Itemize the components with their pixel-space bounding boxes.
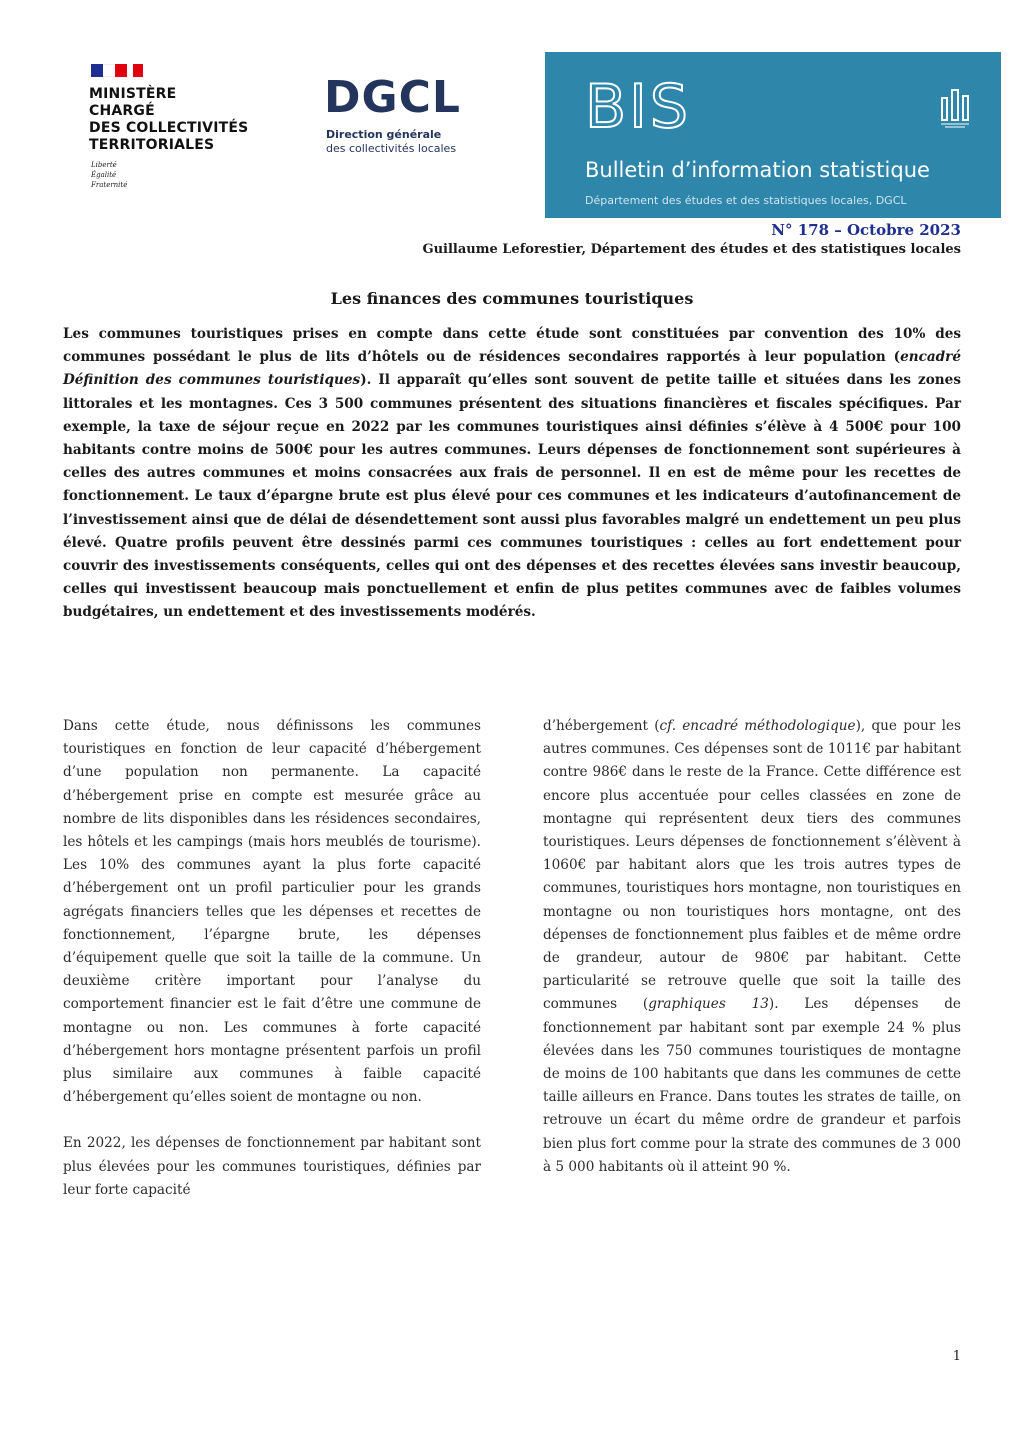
left-paragraph: Dans cette étude, nous définissons les communes touristiques en fonction de leur capacité d’hébergement d’une population non permanente. La capacité d’hébergement prise en compte est mesurée grâce au nombre de lits disponibles dans les résidences secondaires, les hôtels et les campings (mais hors meublés de tourisme). Les 10% des communes ayant la plus forte capacité d’hébergement ont un profil particulier pour les grands agrégats financiers telles que les dépenses et recettes de fonctionnement, l’épargne brute, les dépenses d’équipement quelle que soit la taille de la commune. Un deuxième critère important pour l’analyse du comportement financier est le fait d’être une commune de montagne ou non. Les communes à forte capacité d’hébergement hors montagne présentent parfois un profil plus similaire aux communes à faible capacité d’hébergement qu’elles soient de montagne ou non.: [63, 718, 481, 1106]
right-paragraph: [543, 715, 961, 1179]
page-header: [0, 0, 1024, 270]
bis-department: Département des études et des statistiques locales, DGCL: [585, 194, 907, 207]
marianne-flag-icon: [91, 64, 143, 77]
right-text: d’hébergement (: [543, 718, 660, 734]
author-line: Guillaume Leforestier, Département des études et des statistiques locales: [422, 242, 961, 257]
right-italic: graphiques 13: [648, 996, 769, 1013]
building-icon: [939, 84, 971, 128]
dgcl-logo: DGCL: [324, 72, 461, 123]
page-number: 1: [952, 1349, 961, 1364]
abstract-text: ). Il apparaît qu’elles sont souvent de petite taille et situées dans les zones littorales et les montagnes. Ces 3 500 communes présentent des situations financières et fiscales spécifiques. Par exemple, la taxe de séjour reçue en 2022 par les communes touristiques ainsi définies s’élève à 4 500€ pour 100 habitants contre moins de 500€ pour les autres communes. Leurs dépenses de fonctionnement sont supérieures à celles des autres communes et moins consacrées aux frais de personnel. Il en est de même pour les recettes de fonctionnement. Le taux d’épargne brute est plus élevé pour ces communes et les indicateurs d’autofinancement de l’investissement ainsi que de délai de désendettement sont aussi plus favorables malgré un endettement un peu plus élevé. Quatre profils peuvent être dessinés parmi ces communes touristiques : celles au fort endettement pour couvrir des investissements conséquents, celles qui ont des dépenses et des recettes élevées sans investir beaucoup, celles qui investissent beaucoup mais ponctuellement et enfin de plus petites communes avec de faibles volumes budgétaires, un endettement et des investissements modérés.: [63, 372, 961, 621]
abstract-italic: encadré Définition des communes touristiques: [63, 349, 961, 389]
left-paragraph: En 2022, les dépenses de fonctionnement par habitant sont plus élevées pour les communes touristiques, définies par leur forte capacité: [63, 1135, 481, 1198]
motto-line: Liberté: [91, 161, 117, 169]
right-column: [543, 715, 961, 1179]
dgcl-subtitle: [326, 128, 456, 156]
dgcl-sub-line: Direction générale: [326, 128, 442, 141]
bis-subtitle: Bulletin d’information statistique: [585, 158, 930, 182]
right-italic: cf. encadré méthodologique: [659, 718, 856, 734]
ministry-line: CHARGÉ: [89, 103, 155, 119]
right-text: ). Les dépenses de fonctionnement par habitant sont par exemple 24 % plus élevées dans les 750 communes touristiques de montagne de moins de 100 habitants que dans les communes de cette taille ailleurs en France. Dans toutes les strates de taille, on retrouve un écart du même ordre de grandeur et parfois bien plus fort comme pour la strate des communes de 3 000 à 5 000 habitants où il atteint 90 %.: [543, 996, 961, 1175]
ministry-line: MINISTÈRE: [89, 86, 177, 102]
right-text: ), que pour les autres communes. Ces dépenses sont de 1011€ par habitant contre 986€ dans le reste de la France. Cette différence est encore plus accentuée pour celles classées en zone de montagne qui représentent deux tiers des communes touristiques. Leurs dépenses de fonctionnement s’élèvent à 1060€ par habitant alors que les trois autres types de communes, touristiques hors montagne, non touristiques en montagne ou non touristiques hors montagne, ont des dépenses de fonctionnement plus faibles et de même ordre de grandeur, autour de 980€ par habitant. Cette particularité se retrouve quelle que soit la taille des communes (: [543, 718, 961, 1013]
ministry-line: TERRITORIALES: [89, 137, 215, 153]
republic-motto: [91, 160, 127, 190]
ministry-name: [89, 86, 248, 154]
motto-line: Fraternité: [91, 181, 128, 189]
issue-number: N° 178 – Octobre 2023: [771, 221, 961, 239]
bis-title: BIS: [585, 72, 691, 142]
dgcl-sub-line: des collectivités locales: [326, 142, 457, 155]
ministry-line: DES COLLECTIVITÉS: [89, 120, 249, 136]
abstract: [63, 323, 961, 625]
left-column: [63, 715, 481, 1202]
abstract-text: Les communes touristiques prises en compte dans cette étude sont constituées par convention des 10% des communes possédant le plus de lits d’hôtels ou de résidences secondaires rapportés à leur population (: [63, 326, 961, 366]
bis-banner: [545, 52, 1001, 218]
motto-line: Égalité: [91, 171, 117, 179]
page-title: Les finances des communes touristiques: [330, 289, 694, 308]
